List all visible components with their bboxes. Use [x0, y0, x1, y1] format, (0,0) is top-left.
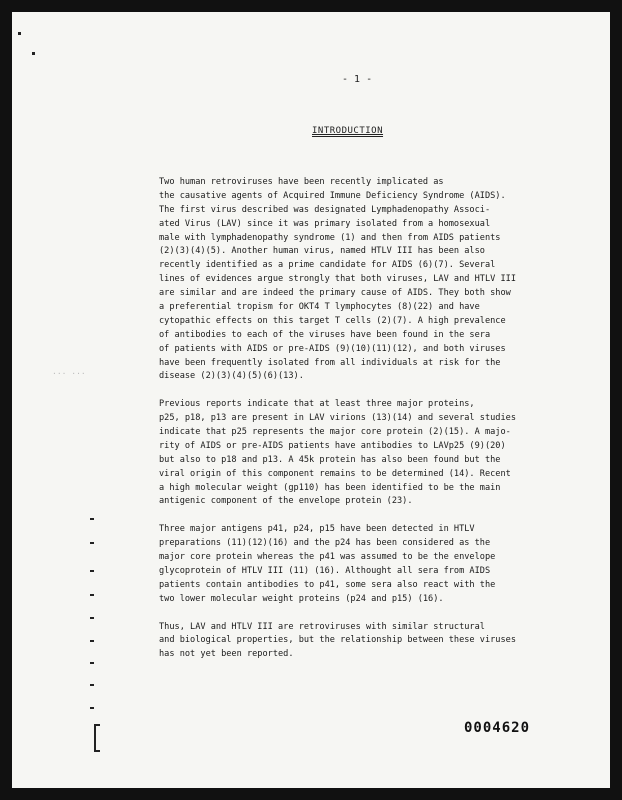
text-line: indicate that p25 represents the major core protein (2)(15). A majo- — [159, 427, 511, 438]
text-line: of antibodies to each of the viruses have been found in the sera — [159, 329, 491, 340]
text-line: viral origin of this component remains to be determined (14). Recent — [159, 468, 511, 479]
margin-mark — [90, 640, 94, 642]
text-line: male with lymphadenopathy syndrome (1) and then from AIDS patients — [159, 232, 501, 243]
paragraph-3 — [159, 523, 607, 606]
text-line: of patients with AIDS or pre-AIDS (9)(10)(11)(12), and both viruses — [159, 343, 506, 354]
text-line: Two human retroviruses have been recently implicated as — [159, 177, 444, 187]
scan-speck — [18, 32, 21, 35]
paragraph-4 — [159, 621, 607, 663]
text-line: The first virus described was designated Lymphadenopathy Associ- — [159, 204, 491, 215]
text-line: has not yet been reported. — [159, 649, 294, 660]
margin-mark — [90, 518, 94, 520]
text-line: and biological properties, but the relationship between these viruses — [159, 635, 516, 646]
margin-mark — [90, 662, 94, 664]
paragraph-2 — [159, 398, 607, 509]
section-heading: INTRODUCTION — [312, 126, 384, 136]
text-line: lines of evidences argue strongly that both viruses, LAV and HTLV III — [159, 274, 516, 285]
text-line: the causative agents of Acquired Immune Deficiency Syndrome (AIDS). — [159, 190, 506, 201]
document-id-stamp: 0004620 — [464, 720, 531, 736]
margin-mark — [90, 684, 94, 686]
text-line: (2)(3)(4)(5). Another human virus, named HTLV III has been also — [159, 246, 485, 257]
text-line: Thus, LAV and HTLV III are retroviruses with similar structural — [159, 621, 485, 632]
text-line: but also to p18 and p13. A 45k protein has also been found but the — [159, 454, 501, 465]
margin-bracket — [94, 724, 100, 726]
text-line: have been frequently isolated from all individuals at risk for the — [159, 357, 501, 368]
text-line: a preferential tropism for OKT4 T lymphocytes (8)(22) and have — [159, 302, 480, 313]
paragraph-1 — [159, 176, 607, 384]
text-line: a high molecular weight (gp110) has been identified to be the main — [159, 482, 501, 493]
margin-mark — [90, 707, 94, 709]
text-line: ated Virus (LAV) since it was primary isolated from a homosexual — [159, 218, 491, 229]
margin-mark — [90, 617, 94, 619]
scan-speck — [32, 52, 35, 55]
text-line: are similar and are indeed the primary cause of AIDS. They both show — [159, 288, 511, 299]
margin-mark — [90, 594, 94, 596]
text-line: recently identified as a prime candidate for AIDS (6)(7). Several — [159, 260, 496, 271]
page-number: - 1 - — [342, 74, 373, 85]
text-line: cytopathic effects on this target T cells (2)(7). A high prevalence — [159, 315, 506, 326]
body-text — [159, 176, 607, 662]
margin-mark — [90, 542, 94, 544]
margin-mark — [90, 570, 94, 572]
margin-bracket — [94, 750, 100, 752]
text-line: antigenic component of the envelope protein (23). — [159, 496, 413, 507]
text-line: glycoprotein of HTLV III (11) (16). Althought all sera from AIDS — [159, 565, 491, 576]
faint-margin-text: ... ... — [52, 367, 86, 376]
text-line: Previous reports indicate that at least three major proteins, — [159, 399, 475, 410]
text-line: preparations (11)(12)(16) and the p24 has been considered as the — [159, 538, 491, 549]
text-line: Three major antigens p41, p24, p15 have been detected in HTLV — [159, 524, 475, 535]
margin-bracket — [94, 724, 96, 752]
text-line: major core protein whereas the p41 was assumed to be the envelope — [159, 552, 496, 563]
text-line: rity of AIDS or pre-AIDS patients have antibodies to LAVp25 (9)(20) — [159, 440, 506, 451]
text-line: patients contain antibodies to p41, some sera also react with the — [159, 579, 496, 590]
document-page — [12, 12, 610, 788]
text-line: two lower molecular weight proteins (p24 and p15) (16). — [159, 593, 444, 604]
text-line: disease (2)(3)(4)(5)(6)(13). — [159, 371, 304, 382]
text-line: p25, p18, p13 are present in LAV virions (13)(14) and several studies — [159, 413, 516, 424]
